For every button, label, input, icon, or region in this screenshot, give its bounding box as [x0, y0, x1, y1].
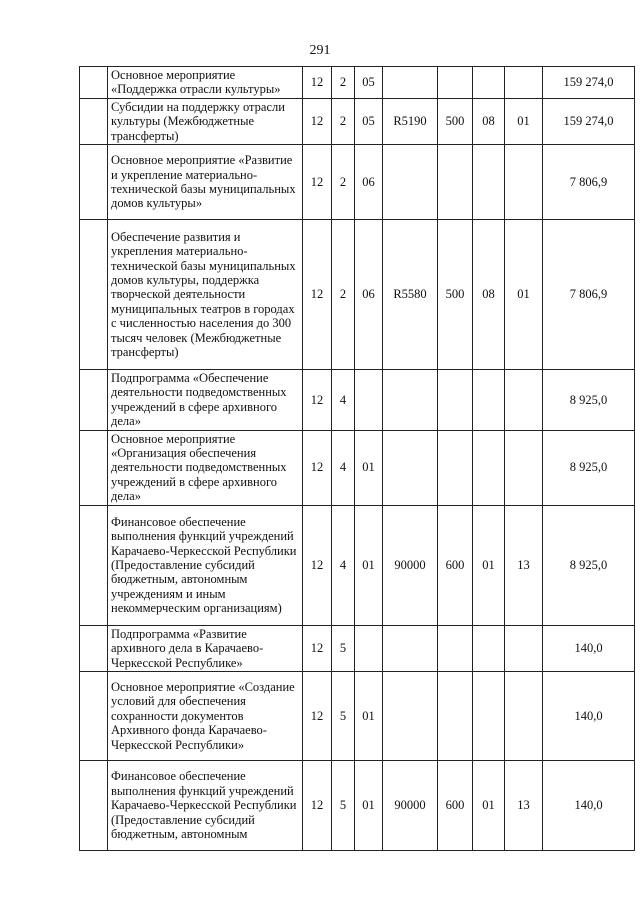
subsection-cell: 13 [505, 760, 543, 850]
expense-type-cell [438, 370, 473, 431]
budget-table [79, 66, 635, 851]
row-index-cell [80, 98, 108, 144]
row-index-cell [80, 671, 108, 760]
item-name-cell: Обеспечение развития и укрепления материально-технической базы муниципальных домов культуры, поддержка творческой деятельности муниципальных театров в городах с численностью населения до 300 тысяч человек (Межбюджетные трансферты) [108, 220, 303, 370]
section-cell [473, 625, 505, 671]
section-cell [473, 370, 505, 431]
target-code-cell: R5580 [383, 220, 438, 370]
table-row [80, 430, 635, 505]
item-name-cell: Подпрограмма «Обеспечение деятельности подведомственных учреждений в сфере архивного дела» [108, 370, 303, 431]
code-1-cell: 12 [303, 67, 332, 99]
amount-cell: 8 925,0 [543, 505, 635, 625]
amount-cell: 140,0 [543, 625, 635, 671]
subsection-cell: 01 [505, 220, 543, 370]
code-3-cell: 01 [355, 430, 383, 505]
code-2-cell: 2 [332, 145, 355, 220]
page-number: 291 [309, 43, 331, 58]
code-3-cell [355, 370, 383, 431]
subsection-cell: 01 [505, 98, 543, 144]
subsection-cell [505, 145, 543, 220]
code-1-cell: 12 [303, 98, 332, 144]
subsection-cell [505, 625, 543, 671]
section-cell [473, 67, 505, 99]
amount-cell: 8 925,0 [543, 430, 635, 505]
target-code-cell [383, 430, 438, 505]
row-index-cell [80, 145, 108, 220]
code-3-cell [355, 625, 383, 671]
code-2-cell: 2 [332, 220, 355, 370]
table-row [80, 505, 635, 625]
item-name-cell: Финансовое обеспечение выполнения функций учреждений Карачаево-Черкесской Республики (Предоставление субсидий бюджетным, автономным учреждениям и иным некоммерческим организациям) [108, 505, 303, 625]
amount-cell: 8 925,0 [543, 370, 635, 431]
section-cell [473, 671, 505, 760]
target-code-cell: 90000 [383, 505, 438, 625]
code-2-cell: 4 [332, 430, 355, 505]
table-row [80, 67, 635, 99]
target-code-cell [383, 370, 438, 431]
target-code-cell: 90000 [383, 760, 438, 850]
target-code-cell [383, 625, 438, 671]
expense-type-cell: 600 [438, 760, 473, 850]
section-cell: 08 [473, 220, 505, 370]
code-2-cell: 5 [332, 760, 355, 850]
subsection-cell [505, 370, 543, 431]
section-cell: 01 [473, 760, 505, 850]
code-3-cell: 06 [355, 220, 383, 370]
subsection-cell [505, 67, 543, 99]
code-1-cell: 12 [303, 760, 332, 850]
code-1-cell: 12 [303, 430, 332, 505]
code-3-cell: 06 [355, 145, 383, 220]
code-1-cell: 12 [303, 145, 332, 220]
section-cell [473, 430, 505, 505]
code-2-cell: 4 [332, 370, 355, 431]
subsection-cell [505, 671, 543, 760]
code-1-cell: 12 [303, 370, 332, 431]
item-name-cell: Финансовое обеспечение выполнения функций учреждений Карачаево-Черкесской Республики (Предоставление субсидий бюджетным, автономным [108, 760, 303, 850]
item-name-cell: Основное мероприятие «Создание условий для обеспечения сохранности документов Архивного фонда Карачаево-Черкесской Республики» [108, 671, 303, 760]
item-name-cell: Основное мероприятие «Поддержка отрасли культуры» [108, 67, 303, 99]
code-2-cell: 2 [332, 67, 355, 99]
table-row [80, 671, 635, 760]
subsection-cell: 13 [505, 505, 543, 625]
expense-type-cell: 500 [438, 220, 473, 370]
expense-type-cell: 600 [438, 505, 473, 625]
table-row [80, 760, 635, 850]
item-name-cell: Субсидии на поддержку отрасли культуры (Межбюджетные трансферты) [108, 98, 303, 144]
item-name-cell: Основное мероприятие «Развитие и укрепление материально-технической базы муниципальных домов культуры» [108, 145, 303, 220]
code-1-cell: 12 [303, 220, 332, 370]
subsection-cell [505, 430, 543, 505]
item-name-cell: Основное мероприятие «Организация обеспечения деятельности подведомственных учреждений в сфере архивного дела» [108, 430, 303, 505]
expense-type-cell [438, 145, 473, 220]
expense-type-cell [438, 671, 473, 760]
section-cell: 01 [473, 505, 505, 625]
amount-cell: 159 274,0 [543, 67, 635, 99]
code-3-cell: 01 [355, 505, 383, 625]
code-2-cell: 4 [332, 505, 355, 625]
table-row [80, 145, 635, 220]
row-index-cell [80, 505, 108, 625]
expense-type-cell [438, 67, 473, 99]
code-3-cell: 01 [355, 671, 383, 760]
section-cell: 08 [473, 98, 505, 144]
row-index-cell [80, 625, 108, 671]
section-cell [473, 145, 505, 220]
code-2-cell: 2 [332, 98, 355, 144]
amount-cell: 7 806,9 [543, 220, 635, 370]
table-row [80, 220, 635, 370]
table-row [80, 370, 635, 431]
expense-type-cell [438, 625, 473, 671]
expense-type-cell: 500 [438, 98, 473, 144]
code-3-cell: 01 [355, 760, 383, 850]
code-1-cell: 12 [303, 505, 332, 625]
code-1-cell: 12 [303, 625, 332, 671]
amount-cell: 7 806,9 [543, 145, 635, 220]
row-index-cell [80, 370, 108, 431]
row-index-cell [80, 760, 108, 850]
row-index-cell [80, 430, 108, 505]
row-index-cell [80, 67, 108, 99]
code-1-cell: 12 [303, 671, 332, 760]
row-index-cell [80, 220, 108, 370]
table-row [80, 98, 635, 144]
target-code-cell [383, 67, 438, 99]
target-code-cell: R5190 [383, 98, 438, 144]
item-name-cell: Подпрограмма «Развитие архивного дела в Карачаево-Черкесской Республике» [108, 625, 303, 671]
amount-cell: 140,0 [543, 760, 635, 850]
table-row [80, 625, 635, 671]
code-3-cell: 05 [355, 98, 383, 144]
target-code-cell [383, 671, 438, 760]
code-3-cell: 05 [355, 67, 383, 99]
amount-cell: 159 274,0 [543, 98, 635, 144]
amount-cell: 140,0 [543, 671, 635, 760]
expense-type-cell [438, 430, 473, 505]
code-2-cell: 5 [332, 625, 355, 671]
target-code-cell [383, 145, 438, 220]
code-2-cell: 5 [332, 671, 355, 760]
